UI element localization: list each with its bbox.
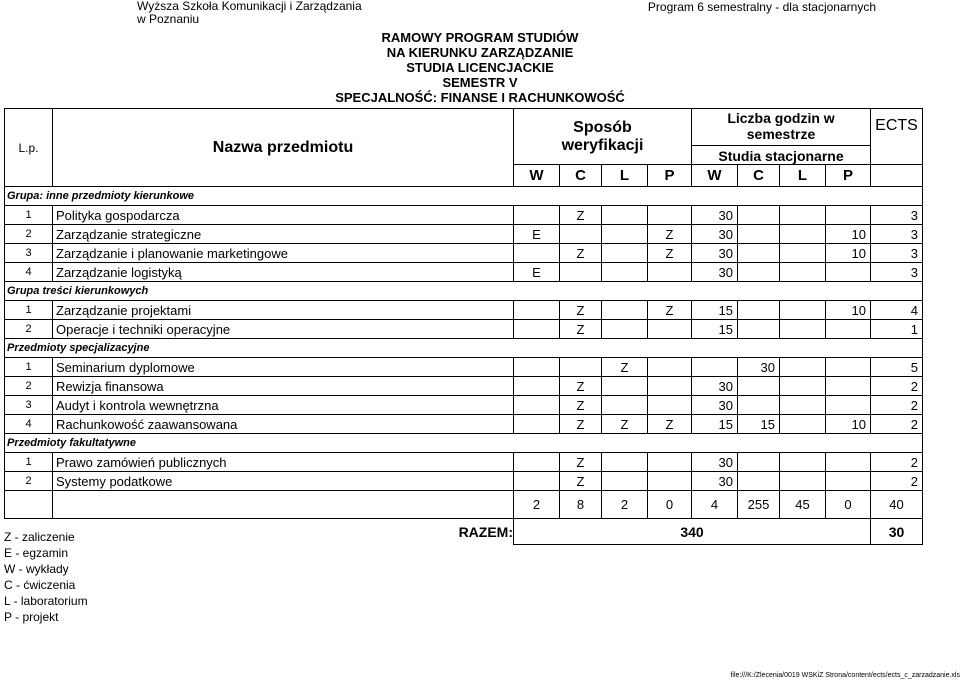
row-cell-3: Z bbox=[648, 415, 692, 434]
row-cell-1: Z bbox=[560, 244, 602, 263]
row-cell-1: Z bbox=[560, 377, 602, 396]
row-cell-5 bbox=[738, 396, 780, 415]
program-table bbox=[4, 108, 923, 545]
group-label: Przedmioty specjalizacyjne bbox=[5, 339, 923, 358]
row-lp: 2 bbox=[5, 472, 53, 491]
row-cell-7 bbox=[826, 263, 871, 282]
row-cell-5 bbox=[738, 320, 780, 339]
group-label: Grupa treści kierunkowych bbox=[5, 282, 923, 301]
row-cell-6 bbox=[780, 453, 826, 472]
razem-hours: 340 bbox=[514, 519, 871, 545]
table-row bbox=[5, 415, 923, 434]
row-cell-4: 15 bbox=[692, 320, 738, 339]
row-name: Audyt i kontrola wewnętrzna bbox=[53, 396, 514, 415]
row-cell-3: Z bbox=[648, 301, 692, 320]
sub-col-1: C bbox=[560, 165, 602, 187]
row-lp: 3 bbox=[5, 396, 53, 415]
razem-label: RAZEM: bbox=[5, 519, 514, 545]
table-row bbox=[5, 320, 923, 339]
row-cell-3 bbox=[648, 472, 692, 491]
col-lp-header: L.p. bbox=[5, 109, 53, 187]
row-ects: 2 bbox=[871, 472, 923, 491]
row-ects: 4 bbox=[871, 301, 923, 320]
table-row bbox=[5, 377, 923, 396]
row-ects: 3 bbox=[871, 206, 923, 225]
row-ects: 3 bbox=[871, 263, 923, 282]
total-0: 2 bbox=[514, 491, 560, 519]
row-cell-2 bbox=[602, 396, 648, 415]
school-name bbox=[137, 0, 362, 26]
row-name: Zarządzanie logistyką bbox=[53, 263, 514, 282]
total-1: 8 bbox=[560, 491, 602, 519]
col-name-header: Nazwa przedmiotu bbox=[53, 109, 514, 187]
title-line-1: RAMOWY PROGRAM STUDIÓW bbox=[381, 30, 579, 45]
row-cell-0 bbox=[514, 244, 560, 263]
total-4: 4 bbox=[692, 491, 738, 519]
row-cell-6 bbox=[780, 358, 826, 377]
row-cell-3 bbox=[648, 206, 692, 225]
row-cell-1: Z bbox=[560, 320, 602, 339]
total-7: 0 bbox=[826, 491, 871, 519]
table-row bbox=[5, 225, 923, 244]
sub-col-6: L bbox=[780, 165, 826, 187]
table-row bbox=[5, 396, 923, 415]
sub-col-5: C bbox=[738, 165, 780, 187]
row-cell-2 bbox=[602, 377, 648, 396]
row-cell-1: Z bbox=[560, 396, 602, 415]
row-cell-2 bbox=[602, 206, 648, 225]
row-ects: 1 bbox=[871, 320, 923, 339]
table-row bbox=[5, 301, 923, 320]
row-lp: 2 bbox=[5, 320, 53, 339]
group-header bbox=[5, 339, 923, 358]
school-line-2: w Poznaniu bbox=[137, 12, 200, 26]
row-cell-7: 10 bbox=[826, 415, 871, 434]
table-row bbox=[5, 263, 923, 282]
row-cell-4: 30 bbox=[692, 396, 738, 415]
row-cell-6 bbox=[780, 244, 826, 263]
row-cell-2: Z bbox=[602, 415, 648, 434]
table-row bbox=[5, 453, 923, 472]
row-cell-6 bbox=[780, 225, 826, 244]
row-cell-4: 30 bbox=[692, 225, 738, 244]
razem-ects: 30 bbox=[871, 519, 923, 545]
group-header bbox=[5, 434, 923, 453]
table-row bbox=[5, 206, 923, 225]
row-cell-1 bbox=[560, 263, 602, 282]
title-line-2: NA KIERUNKU ZARZĄDZANIE bbox=[386, 45, 574, 60]
row-lp: 3 bbox=[5, 244, 53, 263]
row-cell-4: 15 bbox=[692, 415, 738, 434]
row-cell-4: 30 bbox=[692, 263, 738, 282]
row-cell-7: 10 bbox=[826, 301, 871, 320]
row-cell-4 bbox=[692, 358, 738, 377]
row-cell-6 bbox=[780, 472, 826, 491]
row-cell-5 bbox=[738, 263, 780, 282]
row-name: Systemy podatkowe bbox=[53, 472, 514, 491]
row-cell-7 bbox=[826, 358, 871, 377]
row-lp: 1 bbox=[5, 453, 53, 472]
row-cell-0: E bbox=[514, 263, 560, 282]
row-cell-4: 15 bbox=[692, 301, 738, 320]
razem-row bbox=[5, 519, 923, 545]
row-cell-5: 15 bbox=[738, 415, 780, 434]
row-ects: 2 bbox=[871, 415, 923, 434]
row-cell-5 bbox=[738, 453, 780, 472]
row-cell-3: Z bbox=[648, 225, 692, 244]
row-cell-7: 10 bbox=[826, 225, 871, 244]
table-row bbox=[5, 244, 923, 263]
title-line-3: STUDIA LICENCJACKIE bbox=[406, 60, 554, 75]
row-cell-5 bbox=[738, 301, 780, 320]
table-row bbox=[5, 472, 923, 491]
col-liczba-header: Liczba godzin w semestrze Studia stacjonarne bbox=[692, 109, 871, 165]
col-ects-header: ECTS bbox=[871, 109, 923, 165]
row-cell-3 bbox=[648, 396, 692, 415]
row-cell-4: 30 bbox=[692, 244, 738, 263]
group-label: Przedmioty fakultatywne bbox=[5, 434, 923, 453]
legend bbox=[4, 529, 88, 625]
table-row bbox=[5, 358, 923, 377]
row-name: Zarządzanie projektami bbox=[53, 301, 514, 320]
row-name: Rachunkowość zaawansowana bbox=[53, 415, 514, 434]
row-lp: 4 bbox=[5, 415, 53, 434]
row-cell-1: Z bbox=[560, 415, 602, 434]
row-cell-0: E bbox=[514, 225, 560, 244]
row-cell-2 bbox=[602, 244, 648, 263]
row-cell-6 bbox=[780, 263, 826, 282]
row-cell-2 bbox=[602, 301, 648, 320]
row-cell-4: 30 bbox=[692, 206, 738, 225]
row-cell-2 bbox=[602, 225, 648, 244]
row-lp: 2 bbox=[5, 225, 53, 244]
row-cell-5 bbox=[738, 472, 780, 491]
row-cell-5 bbox=[738, 377, 780, 396]
row-name: Prawo zamówień publicznych bbox=[53, 453, 514, 472]
sub-col-4: W bbox=[692, 165, 738, 187]
row-ects: 2 bbox=[871, 377, 923, 396]
row-cell-5 bbox=[738, 225, 780, 244]
row-cell-4: 30 bbox=[692, 377, 738, 396]
row-ects: 3 bbox=[871, 225, 923, 244]
row-cell-2: Z bbox=[602, 358, 648, 377]
row-cell-0 bbox=[514, 301, 560, 320]
row-lp: 2 bbox=[5, 377, 53, 396]
row-cell-7 bbox=[826, 320, 871, 339]
legend-item: Z - zaliczenie bbox=[4, 530, 75, 544]
row-cell-7 bbox=[826, 396, 871, 415]
row-cell-1: Z bbox=[560, 472, 602, 491]
row-ects: 3 bbox=[871, 244, 923, 263]
total-8: 40 bbox=[871, 491, 923, 519]
row-cell-1: Z bbox=[560, 206, 602, 225]
row-cell-2 bbox=[602, 320, 648, 339]
program-label: Program 6 semestralny - dla stacjonarnych bbox=[647, 0, 876, 14]
row-name: Operacje i techniki operacyjne bbox=[53, 320, 514, 339]
total-2: 2 bbox=[602, 491, 648, 519]
row-ects: 2 bbox=[871, 453, 923, 472]
legend-item: C - ćwiczenia bbox=[4, 578, 76, 592]
row-cell-7: 10 bbox=[826, 244, 871, 263]
row-cell-6 bbox=[780, 396, 826, 415]
row-cell-3 bbox=[648, 358, 692, 377]
legend-item: E - egzamin bbox=[4, 546, 69, 560]
totals-spacer-2 bbox=[53, 491, 514, 519]
total-6: 45 bbox=[780, 491, 826, 519]
row-cell-4: 30 bbox=[692, 453, 738, 472]
row-lp: 4 bbox=[5, 263, 53, 282]
row-cell-0 bbox=[514, 358, 560, 377]
row-cell-1 bbox=[560, 225, 602, 244]
row-name: Rewizja finansowa bbox=[53, 377, 514, 396]
row-cell-1: Z bbox=[560, 453, 602, 472]
row-cell-1: Z bbox=[560, 301, 602, 320]
legend-item: P - projekt bbox=[4, 610, 59, 624]
row-name: Zarządzanie i planowanie marketingowe bbox=[53, 244, 514, 263]
group-header bbox=[5, 187, 923, 206]
row-cell-4: 30 bbox=[692, 472, 738, 491]
legend-item: L - laboratorium bbox=[4, 594, 88, 608]
row-cell-6 bbox=[780, 415, 826, 434]
row-name: Seminarium dyplomowe bbox=[53, 358, 514, 377]
row-cell-3 bbox=[648, 377, 692, 396]
total-5: 255 bbox=[738, 491, 780, 519]
totals-spacer bbox=[5, 491, 53, 519]
row-cell-6 bbox=[780, 301, 826, 320]
title-line-5: SPECJALNOŚĆ: FINANSE I RACHUNKOWOŚĆ bbox=[335, 90, 625, 105]
sub-col-ects bbox=[871, 165, 923, 187]
row-cell-5 bbox=[738, 244, 780, 263]
title-line-4: SEMESTR V bbox=[442, 75, 518, 90]
row-cell-6 bbox=[780, 206, 826, 225]
row-cell-0 bbox=[514, 453, 560, 472]
file-path: file:///K:/Zlecenia/0019 WSKiZ Strona/content/ects/ects_c_zarzadzanie.xls bbox=[730, 672, 960, 679]
row-cell-5 bbox=[738, 206, 780, 225]
col-sposob-header: Sposób weryfikacji bbox=[514, 109, 692, 165]
row-cell-0 bbox=[514, 206, 560, 225]
row-cell-6 bbox=[780, 320, 826, 339]
row-cell-7 bbox=[826, 377, 871, 396]
row-cell-0 bbox=[514, 472, 560, 491]
sub-col-7: P bbox=[826, 165, 871, 187]
group-header bbox=[5, 282, 923, 301]
document-title bbox=[0, 30, 960, 105]
row-cell-7 bbox=[826, 206, 871, 225]
row-cell-3 bbox=[648, 263, 692, 282]
row-cell-2 bbox=[602, 453, 648, 472]
total-3: 0 bbox=[648, 491, 692, 519]
row-cell-0 bbox=[514, 320, 560, 339]
sub-col-2: L bbox=[602, 165, 648, 187]
row-lp: 1 bbox=[5, 358, 53, 377]
row-name: Zarządzanie strategiczne bbox=[53, 225, 514, 244]
row-cell-0 bbox=[514, 377, 560, 396]
sub-col-0: W bbox=[514, 165, 560, 187]
row-cell-2 bbox=[602, 263, 648, 282]
row-cell-7 bbox=[826, 472, 871, 491]
row-cell-3: Z bbox=[648, 244, 692, 263]
row-cell-3 bbox=[648, 453, 692, 472]
row-cell-5: 30 bbox=[738, 358, 780, 377]
row-cell-0 bbox=[514, 415, 560, 434]
row-ects: 5 bbox=[871, 358, 923, 377]
row-cell-1 bbox=[560, 358, 602, 377]
group-label: Grupa: inne przedmioty kierunkowe bbox=[5, 187, 923, 206]
row-cell-2 bbox=[602, 472, 648, 491]
totals-row bbox=[5, 491, 923, 519]
row-cell-0 bbox=[514, 396, 560, 415]
row-cell-3 bbox=[648, 320, 692, 339]
sub-col-3: P bbox=[648, 165, 692, 187]
row-cell-7 bbox=[826, 453, 871, 472]
row-lp: 1 bbox=[5, 206, 53, 225]
row-ects: 2 bbox=[871, 396, 923, 415]
row-lp: 1 bbox=[5, 301, 53, 320]
row-cell-6 bbox=[780, 377, 826, 396]
legend-item: W - wykłady bbox=[4, 562, 69, 576]
row-name: Polityka gospodarcza bbox=[53, 206, 514, 225]
school-line-1: Wyższa Szkoła Komunikacji i Zarządzania bbox=[137, 0, 362, 13]
